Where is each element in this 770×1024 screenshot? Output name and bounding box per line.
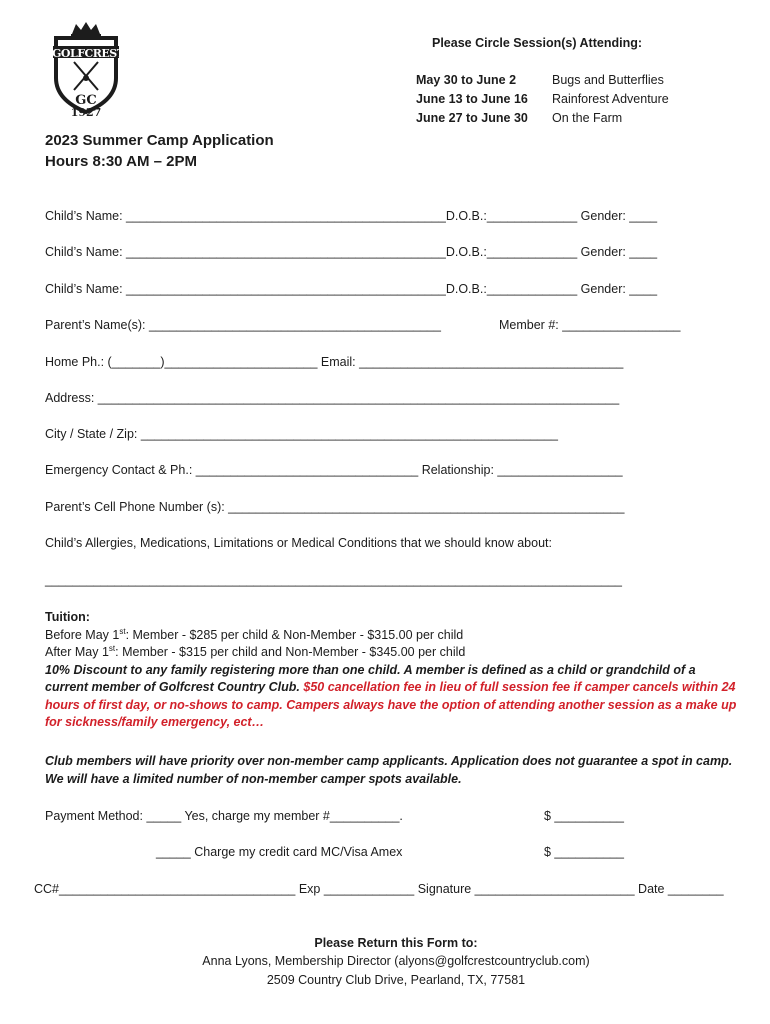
home-phone-email-field[interactable]: Home Ph.: (_______)______________________ Email: ______________________________________	[45, 355, 624, 369]
tuition-label: Tuition:	[45, 610, 90, 624]
camp-title: 2023 Summer Camp Application	[45, 132, 274, 149]
amount-field-2[interactable]: $ __________	[544, 845, 624, 859]
credit-card-details-field[interactable]: CC#__________________________________ Exp _____________ Signature _______________________ Date ________	[34, 882, 724, 896]
priority-notice-line: Club members will have priority over non-member camp applicants. Application does not guarantee a spot in camp.	[45, 754, 733, 768]
page-title	[45, 130, 274, 172]
credit-card-option[interactable]: _____ Charge my credit card MC/Visa Amex	[156, 845, 403, 859]
logo-name: GOLFCREST	[52, 47, 125, 60]
member-definition-line: current member of Golfcrest Country Club. $50 cancellation fee in lieu of full session fee if camper cancels within 24	[45, 680, 736, 694]
session-theme[interactable]: Bugs and Butterflies	[552, 73, 664, 87]
child-name-field-3[interactable]: Child’s Name: ______________________________________________D.O.B.:_____________ Gender: ____	[45, 282, 658, 296]
session-date[interactable]: June 13 to June 16	[416, 92, 528, 106]
session-theme[interactable]: Rainforest Adventure	[552, 92, 669, 106]
tuition-section	[45, 609, 755, 732]
priority-notice	[45, 753, 732, 788]
payment-method-field[interactable]: Payment Method: _____ Yes, charge my member #__________.	[45, 809, 403, 823]
discount-line: 10% Discount to any family registering more than one child. A member is defined as a child or grandchild of a	[45, 662, 696, 677]
cancellation-policy-line: for sickness/family emergency, ect…	[45, 715, 265, 729]
parent-name-field[interactable]: Parent’s Name(s): __________________________________________	[45, 318, 441, 332]
sessions-title: Please Circle Session(s) Attending:	[432, 36, 643, 50]
logo-year: 1927	[70, 106, 102, 119]
city-state-zip-field[interactable]: City / State / Zip: ____________________________________________________________	[45, 427, 558, 441]
session-date[interactable]: June 27 to June 30	[416, 111, 528, 125]
tuition-before: Before May 1st: Member - $285 per child & Non-Member - $315.00 per child	[45, 626, 464, 642]
child-name-field-2[interactable]: Child’s Name: ______________________________________________D.O.B.:_____________ Gender: ____	[45, 245, 658, 259]
session-theme[interactable]: On the Farm	[552, 111, 623, 125]
session-date[interactable]: May 30 to June 2	[416, 73, 517, 87]
return-address: 2509 Country Club Drive, Pearland, TX, 77581	[266, 973, 526, 987]
child-name-field-1[interactable]: Child’s Name: ______________________________________________D.O.B.:_____________ Gender: ____	[45, 209, 658, 223]
amount-field-1[interactable]: $ __________	[544, 809, 624, 823]
cancellation-fee-text: $50 cancellation fee in lieu of full session fee if camper cancels within 24	[303, 680, 736, 694]
return-label: Please Return this Form to:	[314, 936, 478, 950]
member-number-field[interactable]: Member #: _________________	[499, 318, 681, 332]
emergency-contact-field[interactable]: Emergency Contact & Ph.: ________________________________ Relationship: __________________	[45, 463, 623, 477]
cancellation-policy-line: hours of first day, or no-shows to camp. Campers always have the option of attending another session as a make up	[45, 697, 737, 712]
address-field[interactable]: Address: ___________________________________________________________________________	[45, 391, 620, 405]
allergies-field[interactable]: ___________________________________________________________________________________	[45, 573, 623, 587]
golfcrest-crest-icon	[50, 20, 125, 120]
camp-hours: Hours 8:30 AM – 2PM	[45, 153, 197, 170]
tuition-after: After May 1st: Member - $315 per child and Non-Member - $345.00 per child	[45, 643, 466, 659]
return-contact: Anna Lyons, Membership Director (alyons@golfcrestcountryclub.com)	[202, 954, 590, 968]
golfcrest-logo	[50, 20, 125, 120]
priority-notice-line: We will have a limited number of non-member camper spots available.	[45, 771, 462, 786]
cell-phone-field[interactable]: Parent’s Cell Phone Number (s): _________________________________________________________	[45, 500, 625, 514]
logo-mark: GC	[75, 93, 97, 108]
allergies-label: Child’s Allergies, Medications, Limitations or Medical Conditions that we should know about:	[45, 536, 552, 550]
